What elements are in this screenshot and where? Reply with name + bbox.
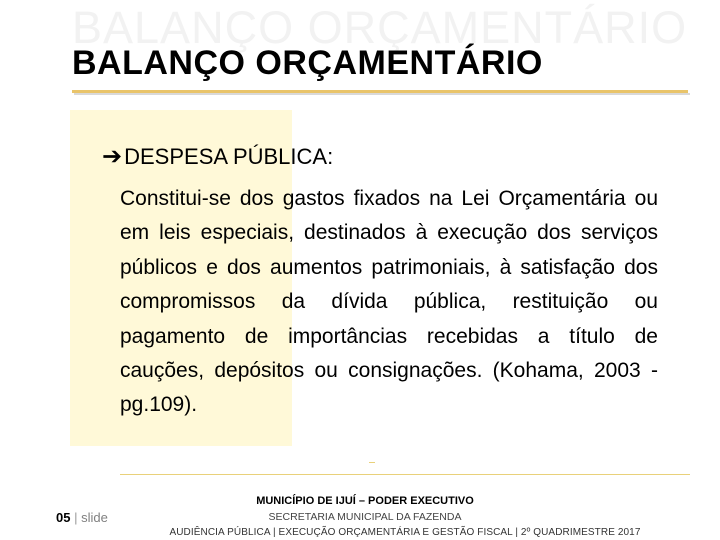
slide-title: BALANÇO ORÇAMENTÁRIO	[72, 44, 543, 82]
arrow-right-icon: ➔	[102, 143, 123, 170]
slide-number-value: 05	[56, 510, 71, 525]
heading-text: DESPESA PÚBLICA:	[124, 144, 334, 169]
footer	[120, 493, 690, 540]
footer-rule	[120, 474, 690, 475]
title-rule	[72, 90, 688, 93]
title-watermark: BALANÇO ORÇAMENTÁRIO	[72, 2, 688, 53]
title-rule-shadow	[74, 93, 690, 95]
footer-secretariat: SECRETARIA MUNICIPAL DA FAZENDA	[268, 511, 462, 523]
body-paragraph: Constitui-se dos gastos fixados na Lei Orçamentária ou em leis especiais, destinados à execução dos serviços públicos e dos aumentos patrimoniais, à satisfação dos compromissos da dívida pública, restituição ou pagamento de importâncias recebidas a título de cauções, depósitos ou consignações. (Kohama, 2003 - pg.109).	[120, 187, 658, 417]
footer-event: AUDIÊNCIA PÚBLICA | EXECUÇÃO ORÇAMENTÁRIA E GESTÃO FISCAL | 2º QUADRIMESTRE 2017	[169, 527, 641, 538]
slide-number-separator: |	[74, 510, 78, 525]
footer-rule-mark	[369, 462, 375, 463]
slide-number-label: slide	[81, 510, 108, 525]
footer-municipality: MUNICÍPIO DE IJUÍ – PODER EXECUTIVO	[256, 495, 474, 507]
section-heading	[102, 144, 333, 170]
